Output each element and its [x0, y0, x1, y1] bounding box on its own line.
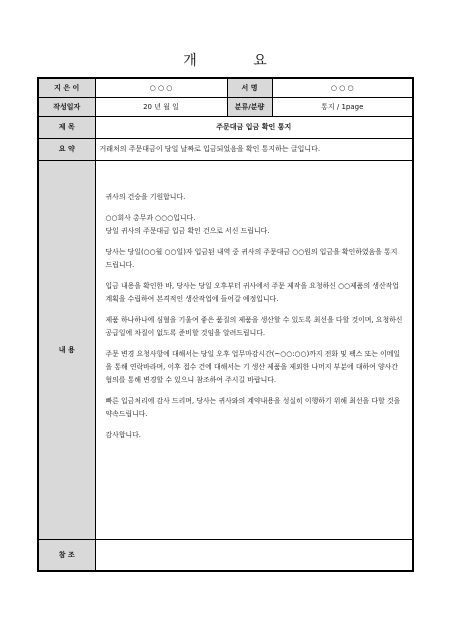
content-label: 내 용: [38, 160, 95, 539]
date-label: 작성일자: [38, 97, 95, 116]
content-paragraph: 당사는 당일(○○월 ○○일)자 입금된 내역 중 귀사의 주문대금 ○○원의 입금을 확인하였음을 통지 드립니다.: [105, 247, 398, 269]
category-field[interactable]: 통지 / 1page: [272, 97, 413, 116]
subject-field[interactable]: 주문대금 입금 확인 통지: [95, 116, 413, 138]
content-paragraph: 귀사의 건승을 기원합니다.: [105, 192, 186, 201]
summary-label: 요 약: [38, 138, 95, 160]
content-paragraph: 주문 변경 요청사항에 대해서는 당일 오후 업무마감시간(~○○:○○)까지 전화 및 팩스 또는 이메일을 통해 연락바라며, 이후 접수 건에 대해서는 기 생산 제품을 제외한 나머지 부분에 대하여 양사간 협의를 통해 변경할 수 있으니 참조하여 주시길 바랍니다.: [105, 349, 401, 384]
category-label: 분류/분량: [227, 97, 272, 116]
summary-field[interactable]: 거래처의 주문대금이 당일 날짜로 입금되었음을 확인 통지하는 글입니다.: [95, 138, 413, 160]
author-field[interactable]: ○ ○ ○: [95, 78, 227, 97]
content-paragraph: 빠른 입금처리에 감사 드리며, 당사는 귀사와의 계약내용을 성실히 이행하기 위해 최선을 다할 것을 약속드립니다.: [105, 396, 401, 418]
signature-field[interactable]: ○ ○ ○: [272, 78, 413, 97]
signature-label: 서 명: [227, 78, 272, 97]
document-title: 개 요: [183, 53, 293, 69]
subject-label: 제 목: [38, 116, 95, 138]
content-body[interactable]: [95, 160, 413, 539]
content-paragraph: 입금 내용을 확인한 바, 당사는 당일 오후부터 귀사에서 주문 제작을 요청하신 ○○제품의 생산작업계획을 수립하여 본격적인 생산작업에 들어갈 예정입니다.: [105, 281, 399, 303]
content-paragraph: ○○회사 총무과 ○○○입니다. 당일 귀사의 주문대금 입금 확인 건으로 서신 드립니다.: [105, 213, 270, 235]
date-field[interactable]: 20 년 월 일: [95, 97, 227, 116]
author-label: 지 은 이: [38, 78, 95, 97]
reference-label: 참 조: [38, 539, 95, 571]
summary-form-table: [37, 77, 414, 572]
content-paragraph: 감사합니다.: [105, 430, 141, 439]
content-paragraph: 제품 하나하나에 심혈을 기울여 좋은 품질의 제품을 생산할 수 있도록 최선을 다할 것이며, 요청하신 공급일에 차질이 없도록 준비할 것임을 알려드립니다.: [105, 315, 403, 337]
reference-field[interactable]: [95, 539, 413, 571]
